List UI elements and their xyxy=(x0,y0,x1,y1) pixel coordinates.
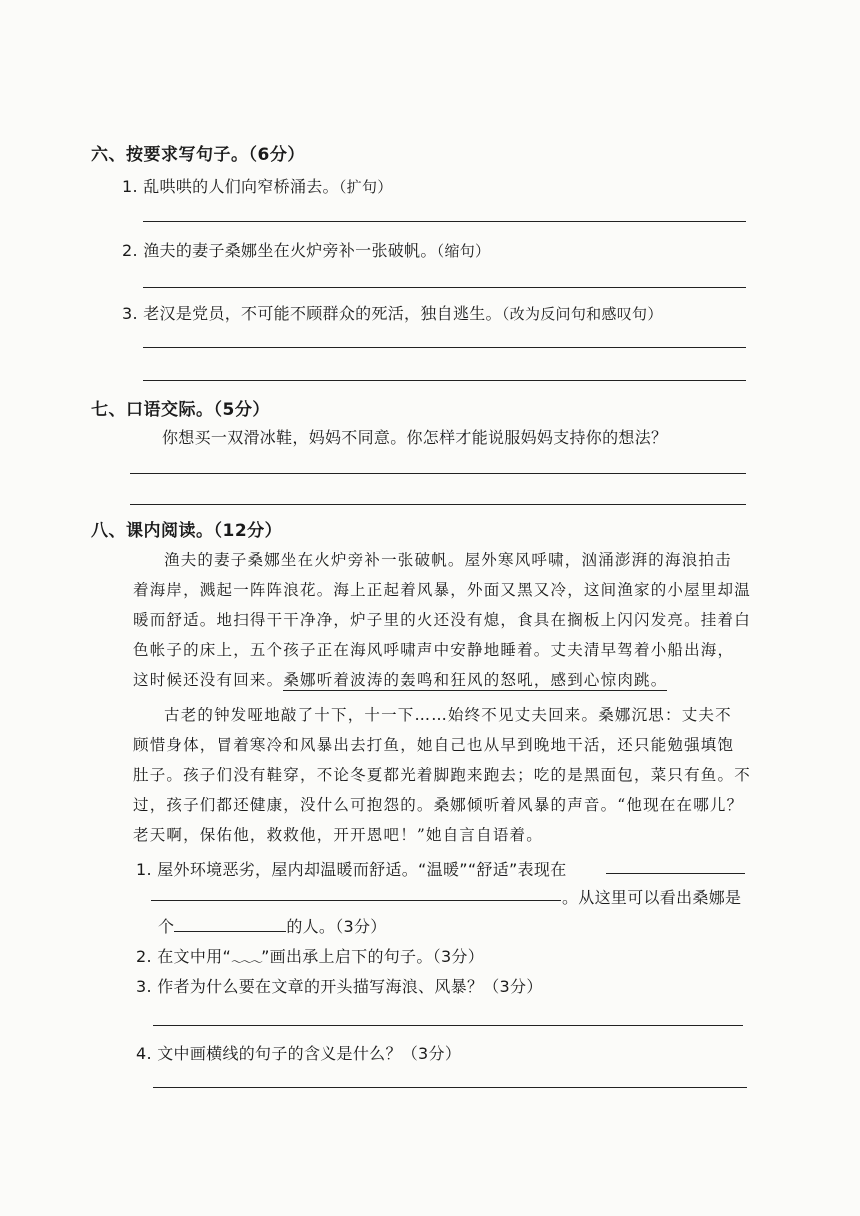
answer-line-6-1[interactable] xyxy=(143,221,746,222)
passage-p2-line1: 古老的钟发哑地敲了十下，十一下……始终不见丈夫回来。桑娜沉思：丈夫不 xyxy=(164,706,732,724)
answer-blank-1c[interactable] xyxy=(174,917,286,932)
reading-question-2-text: 2. 在文中用“ xyxy=(136,947,232,966)
passage-p1-line5 xyxy=(133,668,667,690)
reading-question-2 xyxy=(136,944,484,967)
reading-question-3: 3. 作者为什么要在文章的开头描写海浪、风暴？（3分） xyxy=(136,977,543,996)
passage-p1-line4: 色帐子的床上，五个孩子正在海风呼啸声中安静地睡着。丈夫清早驾着小船出海， xyxy=(133,641,735,659)
underlined-sentence: 桑娜听着波涛的轰鸣和狂风的怒吼，感到心惊肉跳。 xyxy=(283,671,668,689)
answer-line-8-3[interactable] xyxy=(153,1025,743,1026)
answer-line-6-3a[interactable] xyxy=(143,347,746,348)
answer-line-6-3b[interactable] xyxy=(143,380,746,381)
question-6-2-text: 2. 渔夫的妻子桑娜坐在火炉旁补一张破帆。 xyxy=(122,241,437,260)
reading-question-1-cont: 。从这里可以看出桑娜是 xyxy=(562,888,742,907)
passage-p1-line1: 渔夫的妻子桑娜坐在火炉旁补一张破帆。屋外寒风呼啸，汹涌澎湃的海浪拍击 xyxy=(164,551,732,569)
question-6-1-note: （扩句） xyxy=(338,178,393,196)
answer-line-8-4[interactable] xyxy=(153,1087,747,1088)
reading-question-1-prefix: 个 xyxy=(158,917,175,936)
section-six-title: 六、按要求写句子。（6分） xyxy=(91,145,305,165)
passage-p2-line5: 老天啊，保佑他，救救他，开开恩吧！”她自言自语着。 xyxy=(133,826,543,844)
passage-p1-line5-text: 这时候还没有回来。 xyxy=(133,671,284,689)
reading-question-1-end xyxy=(158,914,387,937)
reading-question-4: 4. 文中画横线的句子的含义是什么？（3分） xyxy=(136,1044,462,1063)
reading-question-1-suffix: 的人。（3分） xyxy=(286,917,387,936)
section-seven-title: 七、口语交际。（5分） xyxy=(91,400,270,420)
answer-blank-1a[interactable] xyxy=(606,873,745,874)
answer-line-7b[interactable] xyxy=(130,504,746,505)
speaking-prompt: 你想买一双滑冰鞋，妈妈不同意。你怎样才能说服妈妈支持你的想法？ xyxy=(162,428,668,447)
passage-p1-line2: 着海岸，溅起一阵阵浪花。海上正起着风暴，外面又黑又冷，这间渔家的小屋里却温 xyxy=(133,581,751,599)
section-eight-title: 八、课内阅读。（12分） xyxy=(91,521,283,541)
passage-p2-line3: 肚子。孩子们没有鞋穿，不论冬夏都光着脚跑来跑去；吃的是黑面包，菜只有鱼。不 xyxy=(133,766,751,784)
reading-question-1: 1. 屋外环境恶劣，屋内却温暖而舒适。“温暖”“舒适”表现在 xyxy=(136,860,567,879)
question-6-2-note: （缩句） xyxy=(436,242,491,260)
answer-blank-1b[interactable] xyxy=(151,900,561,901)
question-6-1-text: 1. 乱哄哄的人们向窄桥涌去。 xyxy=(122,177,339,196)
passage-p2-line2: 顾惜身体，冒着寒冷和风暴出去打鱼，她自己也从早到晚地干活，还只能勉强填饱 xyxy=(133,736,735,754)
passage-p1-line3: 暖而舒适。地扫得干干净净，炉子里的火还没有熄，食具在搁板上闪闪发亮。挂着白 xyxy=(133,611,751,629)
wavy-line-mark: ～～～ xyxy=(231,955,262,969)
answer-line-6-2[interactable] xyxy=(143,287,746,288)
reading-question-2-text-end: ”画出承上启下的句子。（3分） xyxy=(261,947,485,966)
question-6-1 xyxy=(122,174,393,197)
answer-line-7a[interactable] xyxy=(130,473,746,474)
question-6-3 xyxy=(122,301,663,324)
question-6-3-text: 3. 老汉是党员，不可能不顾群众的死活，独自逃生。 xyxy=(122,304,502,323)
question-6-3-note: （改为反问句和感叹句） xyxy=(501,305,663,323)
question-6-2 xyxy=(122,238,490,261)
passage-p2-line4: 过，孩子们都还健康，没什么可抱怨的。桑娜倾听着风暴的声音。“他现在在哪儿？ xyxy=(133,796,744,814)
